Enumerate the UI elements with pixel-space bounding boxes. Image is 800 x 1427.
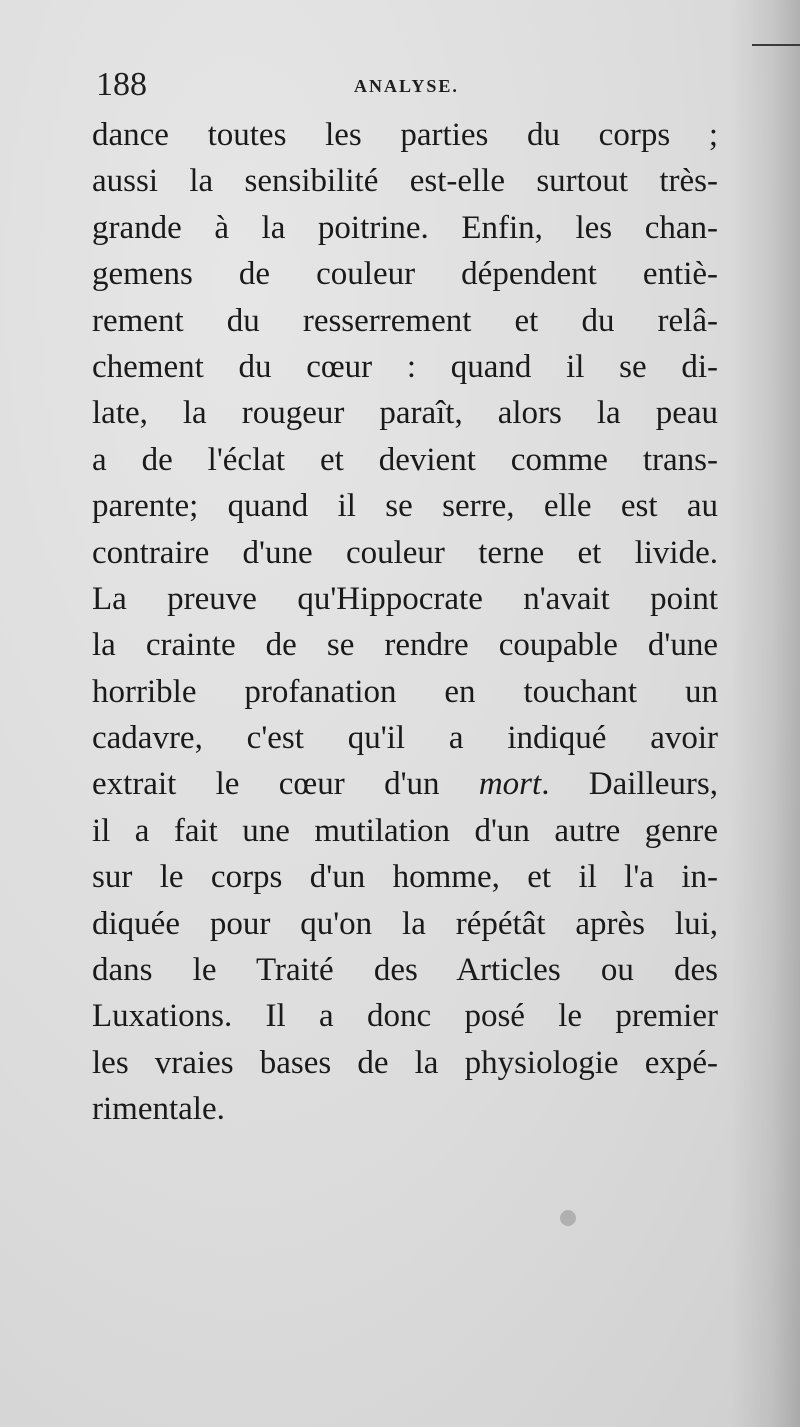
page-edge-mark	[752, 44, 800, 46]
text-line: dans le Traité des Articles ou des	[92, 952, 718, 989]
page-number: 188	[96, 66, 147, 103]
text-line: cadavre, c'est qu'il a indiqué avoir	[92, 720, 718, 757]
body-text	[92, 112, 718, 1133]
text-line: Luxations. Il a donc posé le premier	[92, 998, 718, 1035]
text-line: gemens de couleur dépendent entiè-	[92, 256, 718, 293]
text-line: horrible profanation en touchant un	[92, 673, 718, 710]
text-line: la crainte de se rendre coupable d'une	[92, 627, 718, 664]
text-line: contraire d'une couleur terne et livide.	[92, 534, 718, 571]
text-line: aussi la sensibilité est-elle surtout très-	[92, 163, 718, 200]
text-segment: extrait le cœur d'un	[92, 766, 479, 803]
text-line: dance toutes les parties du corps ;	[92, 117, 718, 153]
text-segment: . Dailleurs,	[541, 766, 718, 803]
text-line: grande à la poitrine. Enfin, les chan-	[92, 209, 718, 246]
page-edge-shadow	[730, 0, 800, 1427]
running-head: ANALYSE.	[354, 76, 459, 96]
text-line: chement du cœur : quand il se di-	[92, 348, 718, 385]
text-line: rimentale.	[92, 1091, 225, 1128]
italic-word: mort	[478, 766, 542, 803]
text-line: a de l'éclat et devient comme trans-	[92, 441, 718, 478]
paper-speck	[560, 1210, 576, 1226]
text-line: sur le corps d'un homme, et il l'a in-	[92, 859, 718, 896]
text-line: diquée pour qu'on la répétât après lui,	[92, 905, 718, 942]
text-line: les vraies bases de la physiologie expé-	[92, 1044, 718, 1081]
text-line: La preuve qu'Hippocrate n'avait point	[92, 580, 718, 617]
text-line: il a fait une mutilation d'un autre genre	[92, 812, 718, 849]
text-line: parente; quand il se serre, elle est au	[92, 488, 718, 525]
text-line-with-italic	[92, 761, 718, 807]
text-line: late, la rougeur paraît, alors la peau	[92, 395, 718, 432]
text-line: rement du resserrement et du relâ-	[92, 302, 718, 339]
